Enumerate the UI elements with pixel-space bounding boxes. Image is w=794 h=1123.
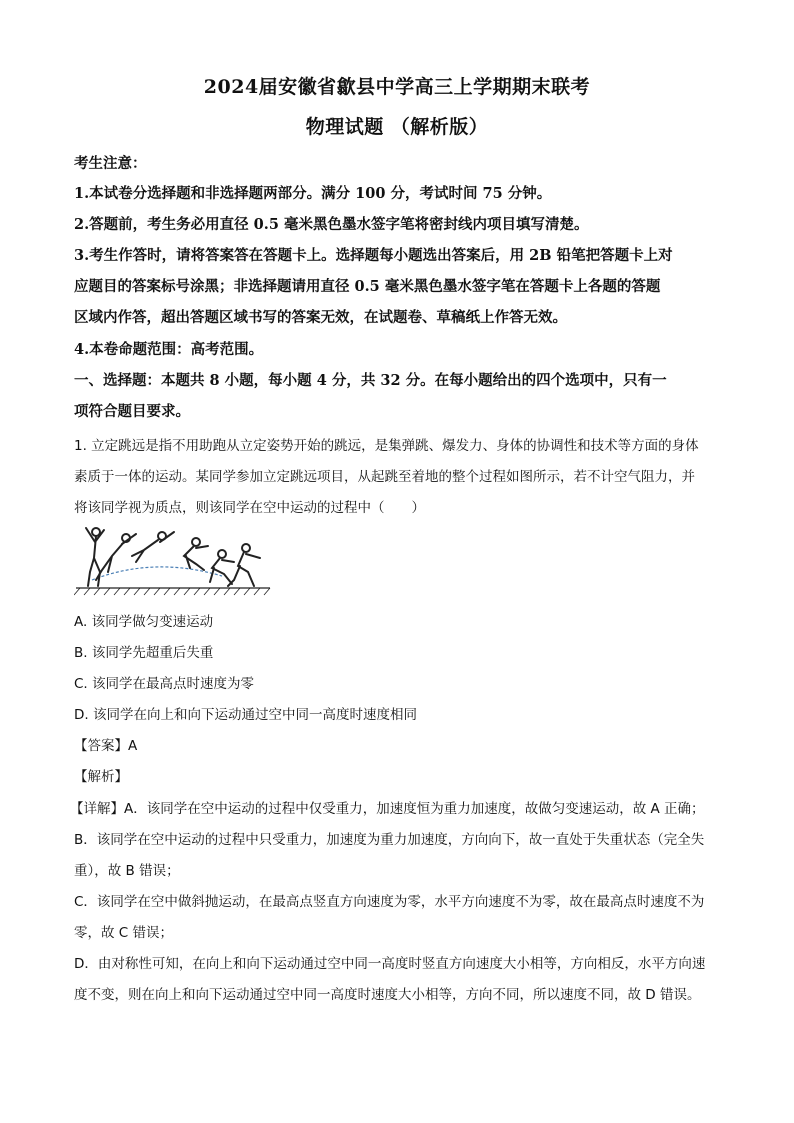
explanation-line-7: 度不变，则在向上和向下运动通过空中同一高度时速度大小相等，方向不同，所以速度不同，故 D 错误。 <box>74 987 701 1003</box>
explanation-line-3: 重），故 B 错误； <box>74 863 180 879</box>
notice-item-1: 1.本试卷分选择题和非选择题两部分。满分 100 分，考试时间 75 分钟。 <box>74 185 552 202</box>
option-b: B. 该同学先超重后失重 <box>74 645 214 661</box>
explanation-line-2: B．该同学在空中运动的过程中只受重力，加速度为重力加速度，方向向下，故一直处于失重状态（完全失 <box>74 832 705 848</box>
answer-line: 【答案】A <box>74 738 138 754</box>
notice-item-2: 2.答题前，考生务必用直径 0.5 毫米黑色墨水签字笔将密封线内项目填写清楚。 <box>74 216 589 233</box>
long-jump-figure <box>74 520 274 596</box>
explanation-line-5: 零，故 C 错误； <box>74 925 174 941</box>
question-stem-line-1: 1. 立定跳远是指不用助跑从立定姿势开始的跳远，是集弹跳、爆发力、身体的协调性和技术等方面的身体 <box>74 438 699 454</box>
question-stem-line-3: 将该同学视为质点，则该同学在空中运动的过程中（ ） <box>74 500 425 516</box>
explanation-line-4: C．该同学在空中做斜抛运动，在最高点竖直方向速度为零，水平方向速度不为零，故在最高点时速度不为 <box>74 894 705 910</box>
notice-item-3-cont-2: 区域内作答，超出答题区域书写的答案无效，在试题卷、草稿纸上作答无效。 <box>74 309 567 326</box>
option-c: C. 该同学在最高点时速度为零 <box>74 676 255 692</box>
exam-subtitle: 物理试题 （解析版） <box>305 116 489 138</box>
notice-item-3-cont-1: 应题目的答案标号涂黑；非选择题请用直径 0.5 毫米黑色墨水签字笔在答题卡上各题的答题 <box>74 278 661 295</box>
section-heading-cont: 项符合题目要求。 <box>74 403 190 420</box>
analysis-label: 【解析】 <box>74 769 128 785</box>
notice-item-3: 3.考生作答时，请将答案答在答题卡上。选择题每小题选出答案后，用 2B 铅笔把答题卡上对 <box>74 247 673 264</box>
explanation-line-1: 【详解】A．该同学在空中运动的过程中仅受重力，加速度恒为重力加速度，故做匀变速运动，故 A 正确； <box>70 801 705 817</box>
explanation-line-6: D．由对称性可知，在向上和向下运动通过空中同一高度时竖直方向速度大小相等，方向相反，水平方向速 <box>74 956 706 972</box>
option-a: A. 该同学做匀变速运动 <box>74 614 214 630</box>
notice-heading: 考生注意： <box>74 155 147 172</box>
option-d: D. 该同学在向上和向下运动通过空中同一高度时速度相同 <box>74 707 417 723</box>
question-stem-line-2: 素质于一体的运动。某同学参加立定跳远项目，从起跳至着地的整个过程如图所示，若不计空气阻力，并 <box>74 469 695 485</box>
section-heading: 一、选择题：本题共 8 小题，每小题 4 分，共 32 分。在每小题给出的四个选项中，只有一 <box>74 372 667 389</box>
notice-item-4: 4.本卷命题范围：高考范围。 <box>74 341 264 358</box>
exam-title: 2024届安徽省歙县中学高三上学期期末联考 <box>203 76 591 98</box>
